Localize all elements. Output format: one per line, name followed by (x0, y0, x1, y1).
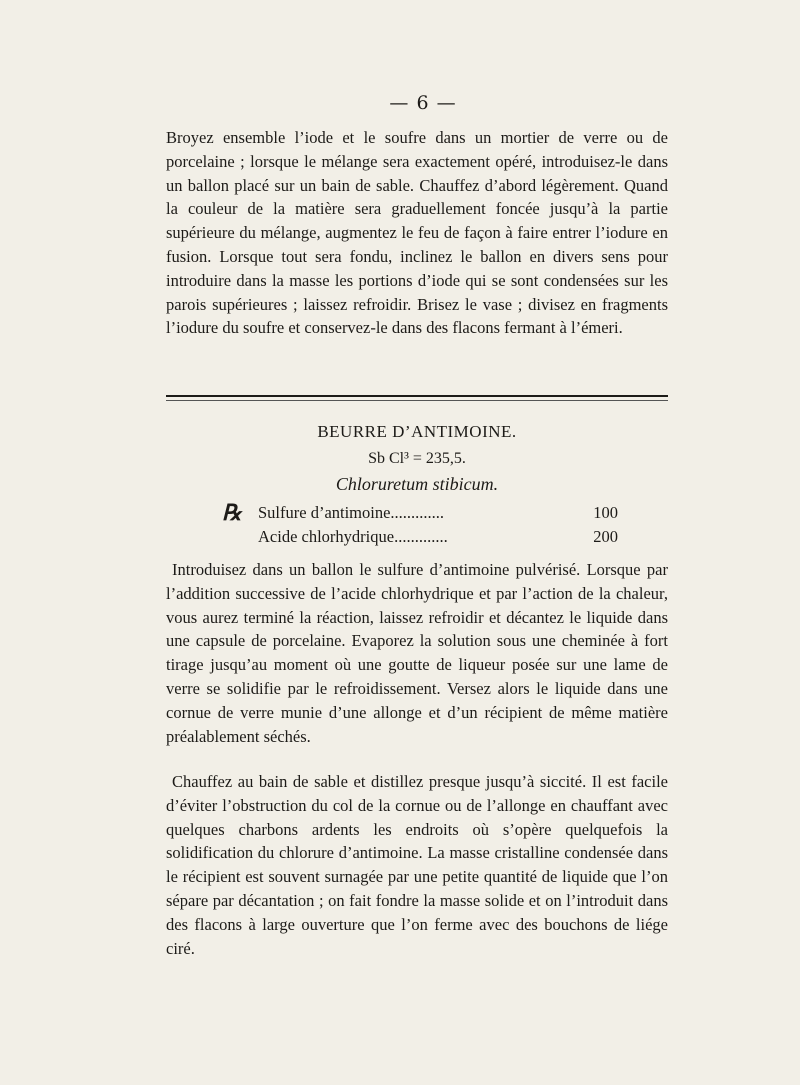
paragraph-distillation: Chauffez au bain de sable et distillez presque jusqu’à siccité. Il est facile d’éviter l’obstruction du col de la cornue ou de l’allonge en chauffant avec quelques charbons ardents les endroits où s’opère quelquefois la solidification du chlorure d’antimoine. La masse cristalline condensée dans le récipient est souvent surnagée par une petite quantité de liquide que l’on sépare par décantation ; on fait fondre la masse solide et on l’introduit dans des flacons à large ouverture que l’on ferme avec des bouchons de liége ciré. (166, 772, 668, 958)
chemical-formula: Sb Cl³ = 235,5. (368, 450, 466, 467)
section-title: BEURRE D’ANTIMOINE. (317, 422, 517, 441)
ingredient-row (258, 527, 618, 551)
section-divider (166, 395, 668, 401)
ingredient-row (258, 503, 618, 527)
recipe-symbol: ℞ (222, 500, 242, 525)
paragraph-iodure-preparation: Broyez ensemble l’iode et le soufre dans un mortier de verre ou de porcelaine ; lorsque le mélange sera exactement opéré, introduisez-le dans un ballon placé sur un bain de sable. Chauffez d’abord légèrement. Quand la couleur de la matière sera graduellement foncée jusqu’à la partie supérieure du mélange, augmentez le feu de façon à faire entrer l’iodure en fusion. Lorsque tout sera fondu, inclinez le ballon en divers sens pour introduire dans la masse les portions d’iode qui se sont condensées sur les parois supérieures ; laissez refroidir. Brisez le vase ; divisez en fragments l’iodure du soufre et conservez-le dans des flacons fermant à l’émeri. (166, 128, 668, 338)
ingredient-name: Acide chlorhydrique............. (258, 527, 448, 546)
paragraph-antimoine-preparation: Introduisez dans un ballon le sulfure d’antimoine pulvérisé. Lorsque par l’addition successive de l’acide chlorhydrique et par l’action de la chaleur, vous aurez terminé la réaction, laissez refroidir et décantez le liquide dans une capsule de porcelaine. Evaporez la solution sous une cheminée à fort tirage jusqu’au moment où une goutte de liqueur posée sur une lame de verre se solidifie par le refroidissement. Versez alors le liquide dans une cornue de verre munie d’une allonge et d’un récipient de même matière préalablement séchés. (166, 560, 668, 746)
ingredient-quantity: 200 (593, 527, 618, 546)
ingredient-name: Sulfure d’antimoine............. (258, 503, 445, 522)
page-number: — 6 — (389, 92, 457, 114)
latin-name: Chloruretum stibicum. (335, 474, 499, 494)
ingredient-quantity: 100 (593, 503, 618, 522)
